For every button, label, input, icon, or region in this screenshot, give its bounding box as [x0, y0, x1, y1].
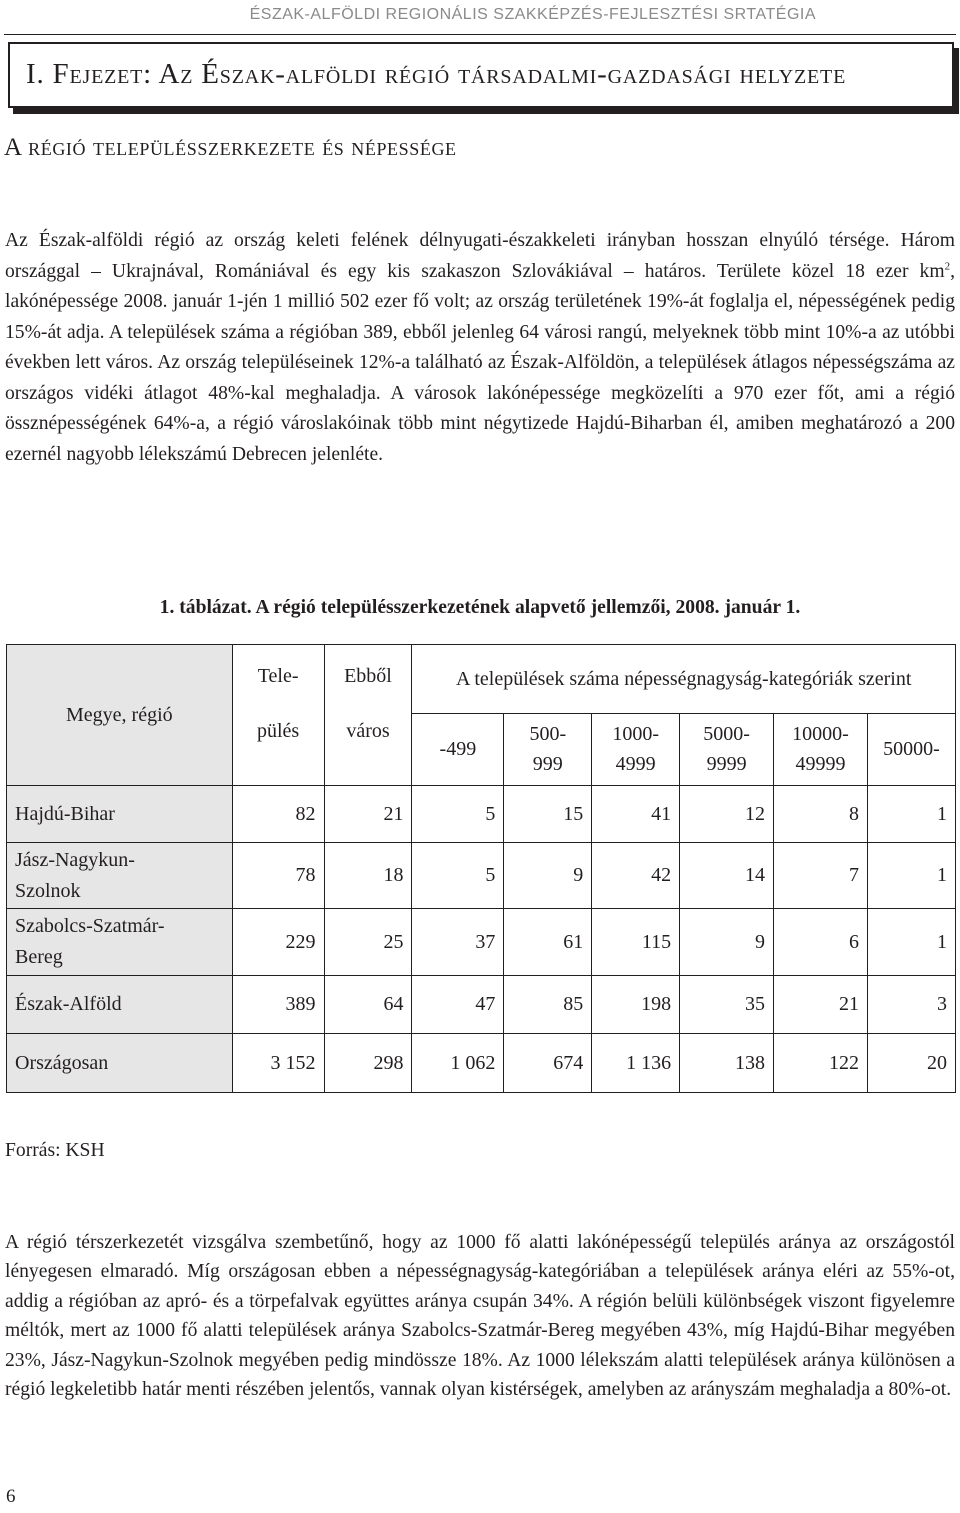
header-rule: [4, 34, 956, 35]
section-title: A régió településszerkezete és népessége: [4, 134, 457, 161]
page-number: 6: [6, 1486, 16, 1507]
table-cell: 1: [867, 842, 955, 909]
row-label: Hajdú-Bihar: [7, 786, 233, 843]
table-source: Forrás: KSH: [5, 1140, 105, 1161]
chapter-title-box: [8, 42, 954, 108]
table-cell: 18: [324, 842, 412, 909]
intro-text-part1: Az Észak-alföldi régió az ország keleti felének délnyugati-északkeleti irányban hosszan elnyúló térsége. Három országgal – Ukrajnával, Romániával és egy kis szakaszon Szlovákiával – határos. Területe közel 18 ezer km: [5, 230, 955, 282]
header-cat5-top: 10000-: [792, 723, 849, 746]
analysis-paragraph: A régió térszerkezetét vizsgálva szembetűnő, hogy az 1000 fő alatti lakónépességű település aránya az országostól lényegesen elmaradó. Míg országosan ebben a népességnagyság-kategóriában a települések aránya eléri az 55%-ot, addig a régióban az apró- és a törpefalvak együttes aránya csupán 34%. A régión belüli különbségek viszont figyelemre méltók, mert az 1000 fő alatti települések aránya Szabolcs-Szatmár-Bereg megyében 43%, míg Hajdú-Bihar megyében 23%, Jász-Nagykun-Szolnok megyében pedig mindössze 18%. Az 1000 lélekszám alatti települések aránya különösen a régió legkeletibb határ menti részében jelentős, vannak olyan kistérségek, amelyben az arányszám meghaladja a 80%-ot.: [5, 1232, 955, 1401]
row-label: [7, 842, 233, 909]
table-cell: 3 152: [232, 1034, 324, 1093]
table-cell: 78: [232, 842, 324, 909]
header-cat5-bottom: 49999: [795, 753, 846, 776]
table-cell: 64: [324, 975, 412, 1034]
table-cell: 298: [324, 1034, 412, 1093]
row-label: [7, 909, 233, 976]
header-ebbol-top: Ebből: [344, 665, 392, 687]
row-label-line2: Bereg: [15, 946, 63, 969]
table-cell: 3: [867, 975, 955, 1034]
table-cell: 20: [867, 1034, 955, 1093]
table-cell: 229: [232, 909, 324, 976]
table-row: [7, 909, 956, 976]
table-cell: 122: [774, 1034, 868, 1093]
row-label-line1: Szabolcs-Szatmár-: [15, 915, 165, 938]
superscript: 2: [944, 259, 951, 272]
table-cell: 82: [232, 786, 324, 843]
table-cell: 5: [412, 786, 504, 843]
table-cell: 1 136: [592, 1034, 680, 1093]
table-cell: 389: [232, 975, 324, 1034]
table-cell: 1: [867, 909, 955, 976]
chapter-title: I. Fejezet: Az Észak-alföldi régió társadalmi-gazdasági helyzete: [26, 58, 847, 90]
table-cell: 9: [680, 909, 774, 976]
table-cell: 61: [504, 909, 592, 976]
table-caption: 1. táblázat. A régió településszerkezetének alapvető jellemzői, 2008. január 1.: [159, 597, 801, 618]
table-cell: 674: [504, 1034, 592, 1093]
table-row: [7, 842, 956, 909]
table-cell: 9: [504, 842, 592, 909]
header-cat3-top: 1000-: [612, 723, 660, 746]
header-cat2: [504, 713, 592, 786]
table-cell: 37: [412, 909, 504, 976]
header-cat3-bottom: 4999: [615, 753, 656, 776]
running-header: ÉSZAK-ALFÖLDI REGIONÁLIS SZAKKÉPZÉS-FEJLESZTÉSI SRTATÉGIA: [249, 6, 816, 23]
table-cell: 85: [504, 975, 592, 1034]
header-cat1: -499: [412, 713, 504, 786]
table-row: [7, 1034, 956, 1093]
header-telepules-top: Tele-: [257, 665, 299, 687]
table-cell: 15: [504, 786, 592, 843]
table-cell: 35: [680, 975, 774, 1034]
row-label-line1: Jász-Nagykun-: [15, 848, 135, 871]
table-cell: 7: [774, 842, 868, 909]
table-cell: 21: [774, 975, 868, 1034]
table-row: [7, 786, 956, 843]
table-cell: 25: [324, 909, 412, 976]
table-cell: 138: [680, 1034, 774, 1093]
row-label: Országosan: [7, 1034, 233, 1093]
header-ebbol-bottom: város: [346, 720, 390, 742]
header-cat5: [774, 713, 868, 786]
header-cat2-bottom: 999: [532, 753, 563, 776]
header-cat3: [592, 713, 680, 786]
header-cat4-top: 5000-: [703, 723, 750, 746]
table-cell: 41: [592, 786, 680, 843]
table-cell: 1 062: [412, 1034, 504, 1093]
intro-paragraph: [5, 226, 955, 470]
table-cell: 8: [774, 786, 868, 843]
table-cell: 21: [324, 786, 412, 843]
table-cell: 6: [774, 909, 868, 976]
header-telepules-bottom: pülés: [256, 720, 300, 742]
header-megye: Megye, régió: [7, 645, 233, 786]
settlement-table: [6, 644, 956, 1093]
row-label: Észak-Alföld: [7, 975, 233, 1034]
table-cell: 47: [412, 975, 504, 1034]
table-cell: 198: [592, 975, 680, 1034]
header-group: A települések száma népességnagyság-kategóriák szerint: [412, 645, 956, 714]
table-cell: 5: [412, 842, 504, 909]
header-cat4: [680, 713, 774, 786]
table-cell: 42: [592, 842, 680, 909]
header-cat4-bottom: 9999: [706, 753, 747, 776]
header-cat6: 50000-: [867, 713, 955, 786]
header-ebbol: [324, 645, 412, 786]
table-cell: 14: [680, 842, 774, 909]
header-telepules: [232, 645, 324, 786]
table-cell: 12: [680, 786, 774, 843]
header-cat2-top: 500-: [529, 723, 567, 746]
table-cell: 1: [867, 786, 955, 843]
intro-text-part2: , lakónépessége 2008. január 1-jén 1 millió 502 ezer fő volt; az ország területének 19%-át foglalja el, népességének pedig 15%-át adja. A települések száma a régióban 389, ebből jelenleg 64 városi rangú, melyeknek több mint 10%-a az utóbbi években lett város. Az ország településeinek 12%-a található az Észak-Alföldön, a települések átlagos népességszáma az országos vidéki átlagot 48%-kal meghaladja. A városok lakónépessége megközelíti a 970 ezer főt, ami a régió össznépességének 64%-a, a régió városlakóinak több mint négytizede Hajdú-Biharban él, amiben meghatározó a 200 ezernél nagyobb lélekszámú Debrecen jelenléte.: [5, 260, 955, 465]
table-cell: 115: [592, 909, 680, 976]
row-label-line2: Szolnok: [15, 879, 81, 902]
table-row: [7, 975, 956, 1034]
